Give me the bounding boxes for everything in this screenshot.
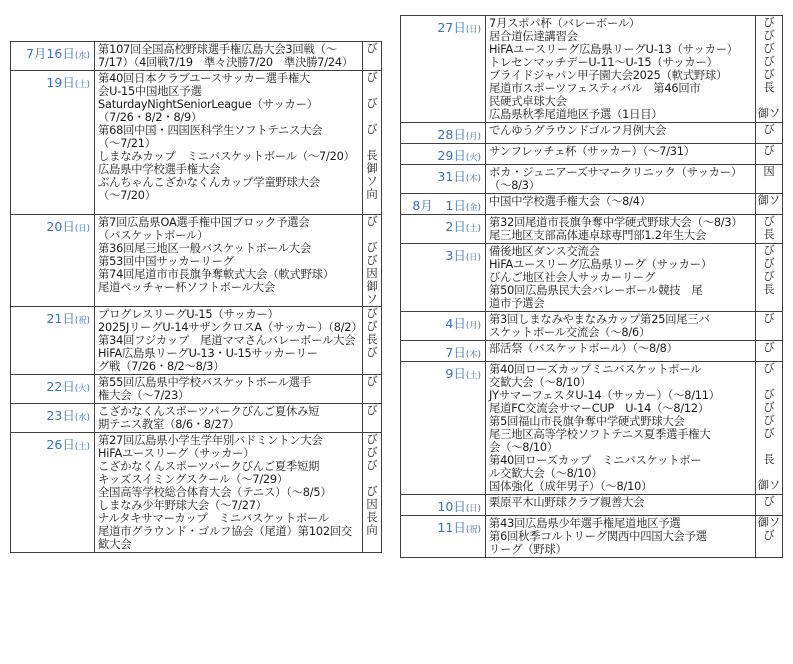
venue-code: び <box>366 485 378 498</box>
venue-code: び <box>366 42 378 55</box>
schedule-row <box>401 341 783 362</box>
schedule-row <box>11 42 382 71</box>
event-line: リーグ（野球） <box>489 543 567 556</box>
schedule-row <box>401 362 783 495</box>
venue-code: び <box>366 71 378 84</box>
schedule-row <box>11 307 382 375</box>
schedule-events-cell <box>95 307 363 375</box>
day-of-week: 月 <box>469 321 478 331</box>
venue-code: 因 <box>763 165 775 178</box>
day-of-week: 木 <box>469 174 478 184</box>
date-label: 23日 <box>46 408 75 423</box>
venue-code: 長 <box>763 81 775 94</box>
schedule-venue-cell <box>756 165 783 194</box>
venue-code: び <box>763 270 775 283</box>
event-line: 尾道ペッチャー杯ソフトボール大会 <box>98 281 275 294</box>
event-line: 栗原平木山野球クラブ親善大会 <box>489 496 645 509</box>
event-line: 尾三地区支部高体連卓球専門部1.2年生大会 <box>489 229 707 242</box>
event-line: 全国高等学校総合体育大会（テニス）（～8/5） <box>98 486 332 499</box>
venue-code: び <box>763 16 775 29</box>
venue-code: び <box>763 68 775 81</box>
event-line: びんご地区社会人サッカーリーグ <box>489 271 656 284</box>
schedule-events-cell <box>95 71 363 215</box>
schedule-date-cell: 10日(日) <box>401 495 486 516</box>
schedule-date-cell: 4日(月) <box>401 312 486 341</box>
schedule-row <box>401 16 783 123</box>
date-label: 10日 <box>437 499 466 514</box>
event-line: （バスケットボール） <box>98 229 209 242</box>
event-line: スケットボール交流会（～8/6） <box>489 326 651 339</box>
schedule-events-cell <box>486 362 756 495</box>
schedule-date-cell: 11日(祝) <box>401 516 486 558</box>
event-line: 会U-15中国地区予選 <box>98 85 202 98</box>
day-of-week: 日 <box>469 25 478 35</box>
event-line: 権大会（～7/23） <box>98 389 190 402</box>
date-label: 2日 <box>445 219 466 234</box>
day-of-week: 土 <box>469 224 478 234</box>
venue-code: び <box>763 495 775 508</box>
event-line: （～7/21） <box>98 137 156 150</box>
venue-code: 因 <box>366 498 378 511</box>
event-line: ル交歓大会（～8/10） <box>489 467 603 480</box>
venue-code <box>363 388 381 401</box>
venue-code: び <box>763 144 775 157</box>
day-of-week: 日 <box>469 253 478 263</box>
schedule-date-cell: 27日(日) <box>401 16 486 123</box>
day-of-week: 火 <box>78 384 87 394</box>
day-of-week: 祝 <box>78 316 87 326</box>
venue-code: び <box>763 42 775 55</box>
event-line: しまなみ少年野球大会（～7/27） <box>98 499 267 512</box>
schedule-date-cell: 19日(土) <box>11 71 95 215</box>
event-line: トレセンマッチデーU-11～U-15（サッカー） <box>489 56 718 69</box>
schedule-row <box>11 375 382 404</box>
event-line: サンフレッチェ杯（サッカー）（～7/31） <box>489 145 695 158</box>
schedule-date-cell: 26日(土) <box>11 433 95 553</box>
schedule-date-cell: 20日(日) <box>11 215 95 307</box>
venue-code: 御ソ <box>757 516 781 529</box>
venue-code: び <box>763 312 775 325</box>
schedule-row <box>11 433 382 553</box>
event-line: 第50回広島県民大会バレーボール競技 尾 <box>489 284 703 297</box>
event-line: プログレスリーグU-15（サッカー） <box>98 308 279 321</box>
schedule-events-cell <box>486 516 756 558</box>
event-line: 尾道市スポーツフェスティバル 第46回市 <box>489 82 701 95</box>
schedule-venue-cell <box>363 375 382 404</box>
event-line: 7/17）（4回戦7/19 準々決勝7/20 準決勝7/24） <box>98 56 353 69</box>
venue-code <box>756 542 782 555</box>
event-line: 第36回尾三地区一般バスケットボール大会 <box>98 242 311 255</box>
venue-code <box>756 440 782 453</box>
venue-code: び <box>763 215 775 228</box>
schedule-venue-cell <box>363 42 382 71</box>
schedule-row <box>401 312 783 341</box>
event-line: JYサマーフェスタU-14（サッカー）（～8/11） <box>489 389 720 402</box>
venue-code: び <box>366 307 378 320</box>
left-schedule-table <box>10 41 382 553</box>
day-of-week: 火 <box>469 153 478 163</box>
event-line: 第53回中国サッカーリーグ <box>98 255 234 268</box>
venue-code <box>363 84 381 97</box>
venue-code: 向 <box>366 188 378 201</box>
date-label: 21日 <box>46 311 75 326</box>
event-line: HiFAユースリーグ広島県リーグU-13（サッカー） <box>489 43 738 56</box>
schedule-row <box>11 71 382 215</box>
schedule-date-cell: 29日(火) <box>401 144 486 165</box>
event-line: 第3回しまなみやまなみカップ第25回尾三バ <box>489 313 710 326</box>
venue-code: び <box>763 244 775 257</box>
schedule-venue-cell <box>363 433 382 553</box>
venue-code: 御ソ <box>757 194 781 207</box>
event-line: 第34回フジカップ 尾道ママさんバレーボール大会 <box>98 334 356 347</box>
schedule-venue-cell <box>756 362 783 495</box>
venue-code: 長 <box>763 453 775 466</box>
venue-code <box>756 375 782 388</box>
event-line: 第27回広島県小学生学年別バドミントン大会 <box>98 434 323 447</box>
event-line: 民硬式卓球大会 <box>489 95 567 108</box>
event-line: 国体強化（成年男子）（～8/10） <box>489 480 653 493</box>
venue-code: 長 <box>366 149 378 162</box>
day-of-week: 水 <box>78 51 87 61</box>
event-line: 尾三地区高等学校ソフトテニス夏季選手権大 <box>489 428 711 441</box>
event-line: 第40回ローズカップミニバスケットボール <box>489 363 702 376</box>
venue-code: び <box>366 346 378 359</box>
event-line: （～7/20） <box>98 189 156 202</box>
schedule-events-cell <box>486 244 756 312</box>
day-of-week: 水 <box>78 413 87 423</box>
venue-code <box>363 55 381 68</box>
left-schedule-column <box>10 0 382 553</box>
venue-code <box>363 201 381 214</box>
event-line: 期テニス教室（8/6・8/27） <box>98 418 240 431</box>
schedule-date-cell: 28日(月) <box>401 123 486 144</box>
schedule-events-cell <box>486 341 756 362</box>
venue-code: び <box>763 55 775 68</box>
schedule-venue-cell <box>756 495 783 516</box>
venue-code: び <box>366 404 378 417</box>
schedule-venue-cell <box>363 71 382 215</box>
day-of-week: 月 <box>469 132 478 142</box>
date-label: 19日 <box>46 75 75 90</box>
venue-code: 向 <box>366 524 378 537</box>
date-label: 27日 <box>437 20 466 35</box>
schedule-venue-cell <box>756 516 783 558</box>
day-of-week: 木 <box>469 350 478 360</box>
schedule-venue-cell <box>363 215 382 307</box>
schedule-row <box>401 123 783 144</box>
schedule-venue-cell <box>756 244 783 312</box>
schedule-row <box>401 215 783 244</box>
schedule-row <box>401 144 783 165</box>
event-line: HiFAユースリーグ広島県リーグ（サッカー） <box>489 258 712 271</box>
date-label: 28日 <box>437 127 466 142</box>
day-of-week: 金 <box>469 203 478 213</box>
schedule-events-cell <box>486 144 756 165</box>
event-line: こざかなくんスポーツパークびんご夏休み短 <box>98 405 320 418</box>
date-label: 29日 <box>437 148 466 163</box>
schedule-events-cell <box>95 375 363 404</box>
date-label: 9日 <box>445 366 466 381</box>
event-line: 第43回広島県少年選手権尾道地区予選 <box>489 517 681 530</box>
event-line: グ戦（7/26・8/2～8/3） <box>98 360 225 373</box>
schedule-date-cell: 9日(土) <box>401 362 486 495</box>
event-line: 第40回ローズカップ ミニバスケットボー <box>489 454 702 467</box>
schedule-row <box>401 165 783 194</box>
venue-code: 長 <box>366 333 378 346</box>
date-label: 31日 <box>437 169 466 184</box>
schedule-events-cell <box>486 123 756 144</box>
event-line: （7/26・8/2・8/9） <box>98 111 203 124</box>
event-line: SaturdayNightSeniorLeague（サッカー） <box>98 98 318 111</box>
venue-code <box>363 228 381 241</box>
schedule-events-cell <box>95 215 363 307</box>
venue-code: び <box>366 433 378 446</box>
date-label: 8月 1日 <box>412 198 466 213</box>
schedule-date-cell: 21日(祝) <box>11 307 95 375</box>
schedule-date-cell: 31日(木) <box>401 165 486 194</box>
event-line: ボカ・ジュニアーズサマークリニック（サッカー）（～8/3） <box>489 166 742 192</box>
schedule-row <box>401 244 783 312</box>
venue-code: 長 <box>366 511 378 524</box>
schedule-date-cell: 3日(日) <box>401 244 486 312</box>
venue-code: び <box>366 375 378 388</box>
venue-code: 長 <box>763 228 775 241</box>
schedule-row <box>11 404 382 433</box>
schedule-date-cell: 8月 1日(金) <box>401 194 486 215</box>
venue-code: び <box>763 529 775 542</box>
schedule-venue-cell <box>756 312 783 341</box>
venue-code: び <box>763 29 775 42</box>
event-line: ナルタキサマーカップ ミニバスケットボール <box>98 512 329 525</box>
venue-code <box>363 136 381 149</box>
schedule-events-cell <box>486 495 756 516</box>
venue-code <box>756 325 782 338</box>
venue-code: 御ソ <box>757 479 781 492</box>
date-label: 26日 <box>46 437 75 452</box>
event-line: 第107回全国高校野球選手権広島大会3回戦（～ <box>98 43 337 56</box>
schedule-events-cell <box>95 42 363 71</box>
venue-code: 因 <box>366 267 378 280</box>
venue-code: び <box>763 388 775 401</box>
schedule-date-cell: 2日(土) <box>401 215 486 244</box>
venue-code: び <box>366 123 378 136</box>
event-line: HiFA広島県リーグU-13・U-15サッカーリー <box>98 347 318 360</box>
schedule-events-cell <box>486 215 756 244</box>
day-of-week: 土 <box>78 80 87 90</box>
venue-code: び <box>366 446 378 459</box>
event-line: 第68回中国・四国医科学生ソフトテニス大会 <box>98 124 323 137</box>
event-line: でんゆうグラウンドゴルフ月例大会 <box>489 124 667 137</box>
schedule-events-cell <box>486 312 756 341</box>
date-label: 22日 <box>46 379 75 394</box>
event-line: 2025JリーグU-14サザンクロスA（サッカー）（8/2） <box>98 321 363 334</box>
date-label: 11日 <box>437 520 466 535</box>
schedule-events-cell <box>486 16 756 123</box>
venue-code: び <box>763 257 775 270</box>
event-line: HiFAユースリーグ（サッカー） <box>98 447 255 460</box>
venue-code: び <box>763 123 775 136</box>
venue-code: び <box>366 254 378 267</box>
event-line: 尾道市グラウンド・ゴルフ協会（尾道）第102回交歓大会 <box>98 525 352 551</box>
day-of-week: 日 <box>469 504 478 514</box>
schedule-date-cell: 23日(水) <box>11 404 95 433</box>
schedule-row <box>11 215 382 307</box>
schedule-venue-cell <box>756 16 783 123</box>
date-label: 3日 <box>445 248 466 263</box>
venue-code: 御ソ <box>757 107 781 120</box>
venue-code: び <box>763 427 775 440</box>
event-line: 交歓大会（～8/10） <box>489 376 592 389</box>
event-line: 道市予選会 <box>489 297 545 310</box>
day-of-week: 日 <box>78 224 87 234</box>
venue-code <box>363 472 381 485</box>
schedule-venue-cell <box>363 404 382 433</box>
venue-code: び <box>763 362 775 375</box>
event-line: ブライドジャパン甲子園大会2025（軟式野球） <box>489 69 728 82</box>
venue-code: び <box>763 414 775 427</box>
schedule-venue-cell <box>756 194 783 215</box>
venue-code <box>363 417 381 430</box>
right-schedule-column <box>400 0 783 558</box>
day-of-week: 土 <box>78 442 87 452</box>
event-line: 広島県秋季尾道地区予選（1日目） <box>489 108 663 121</box>
schedule-venue-cell <box>363 307 382 375</box>
venue-code: び <box>366 320 378 333</box>
event-line: 中国中学校選手権大会（～8/4） <box>489 195 651 208</box>
venue-code: 御ソ <box>366 162 378 188</box>
schedule-venue-cell <box>756 123 783 144</box>
day-of-week: 祝 <box>469 525 478 535</box>
schedule-events-cell <box>95 404 363 433</box>
venue-code: び <box>366 97 378 110</box>
event-line: 備後地区ダンス交流会 <box>489 245 600 258</box>
schedule-venue-cell <box>756 341 783 362</box>
event-line: 居合道伝達講習会 <box>489 30 578 43</box>
event-line: 第6回秋季コルトリーグ関西中四国大会予選 <box>489 530 707 543</box>
venue-code <box>363 110 381 123</box>
schedule-date-cell: 7日(木) <box>401 341 486 362</box>
venue-code: 御ソ <box>366 280 378 306</box>
event-line: キッズスイミングスクール（～7/29） <box>98 473 289 486</box>
schedule-date-cell: 7月16日(水) <box>11 42 95 71</box>
schedule-events-cell <box>486 165 756 194</box>
venue-code <box>363 359 381 372</box>
schedule-row <box>401 516 783 558</box>
schedule-date-cell: 22日(火) <box>11 375 95 404</box>
event-line: 第40回日本クラブユースサッカー選手権大 <box>98 72 311 85</box>
day-of-week: 土 <box>469 371 478 381</box>
venue-code <box>756 94 782 107</box>
date-label: 4日 <box>445 316 466 331</box>
event-line: 第32回尾道市長旗争奪中学硬式野球大会（～8/3） <box>489 216 743 229</box>
event-line: 尾道FC交流会サマーCUP U-14（～8/12） <box>489 402 710 415</box>
date-label: 7日 <box>445 345 466 360</box>
schedule-events-cell <box>95 433 363 553</box>
event-line: 会（～8/10） <box>489 441 558 454</box>
venue-code: び <box>366 215 378 228</box>
schedule-row <box>401 495 783 516</box>
date-label: 20日 <box>46 219 75 234</box>
venue-code <box>756 466 782 479</box>
event-line: 広島県中学校選手権大会 <box>98 163 221 176</box>
schedule-row <box>401 194 783 215</box>
venue-code: 長 <box>763 283 775 296</box>
event-line: 第7回広島県OA選手権中国ブロック予選会 <box>98 216 310 229</box>
schedule-venue-cell <box>756 144 783 165</box>
event-line: しまなみカップ ミニバスケットボール（～7/20） <box>98 150 355 163</box>
date-label: 7月16日 <box>25 46 75 61</box>
event-line: 7月スポパ杯（バレーボール） <box>489 17 641 30</box>
event-line: 第5回福山市長旗争奪中学硬式野球大会 <box>489 415 685 428</box>
event-line: 第55回広島県中学校バスケットボール選手 <box>98 376 311 389</box>
event-line: こざかなくんスポーツパークびんご夏季短期 <box>98 460 320 473</box>
event-line: 第74回尾道市市長旗争奪軟式大会（軟式野球） <box>98 268 334 281</box>
venue-code <box>756 296 782 309</box>
venue-code: び <box>763 401 775 414</box>
right-schedule-table <box>400 15 783 558</box>
venue-code: び <box>366 459 378 472</box>
venue-code: び <box>366 241 378 254</box>
schedule-venue-cell <box>756 215 783 244</box>
event-line: ぶんちゃんこざかなくんカップ学童野球大会 <box>98 176 320 189</box>
venue-code: び <box>763 341 775 354</box>
event-line: 部活祭（バスケットボール）（～8/8） <box>489 342 678 355</box>
schedule-events-cell <box>486 194 756 215</box>
